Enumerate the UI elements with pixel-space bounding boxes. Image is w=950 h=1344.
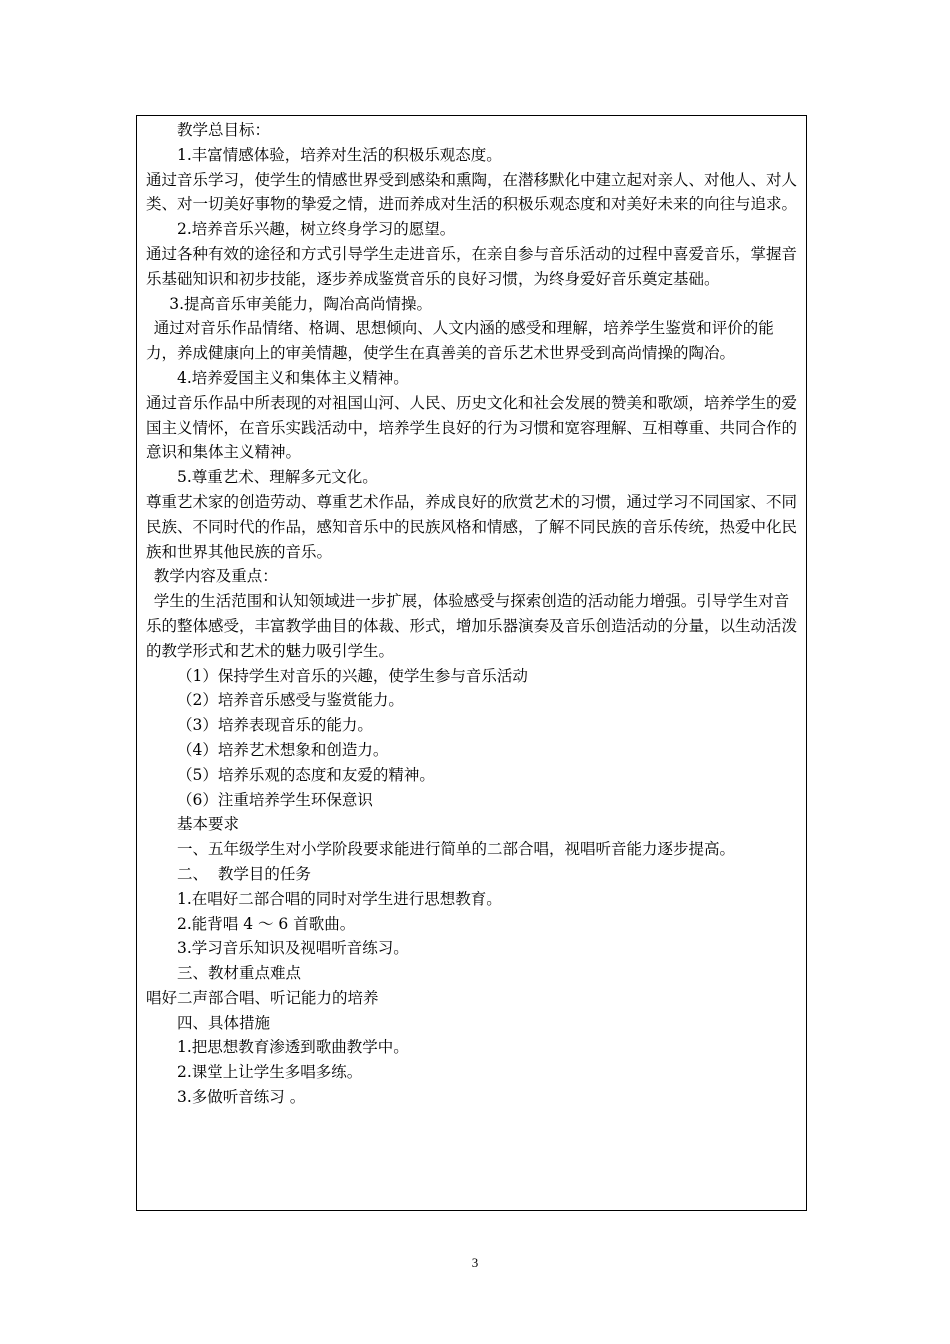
content-box (136, 115, 807, 1211)
goal-5-text: 尊重艺术家的创造劳动、尊重艺术作品，养成良好的欣赏艺术的习惯，通过学习不同国家、不同民族、不同时代的作品，感知音乐中的民族风格和情感，了解不同民族的音乐传统，热爱中化民族和世界其他民族的音乐。 (146, 492, 798, 561)
measure-item: 2.课堂上让学生多唱多练。 (177, 1063, 363, 1082)
measure-item: 1.把思想教育渗透到歌曲教学中。 (177, 1038, 409, 1057)
measure-item: 3.多做听音练习 。 (177, 1088, 306, 1107)
goal-1-title: 1.丰富情感体验，培养对生活的积极乐观态度。 (177, 145, 502, 164)
key-points-text: 唱好二声部合唱、听记能力的培养 (146, 988, 379, 1007)
list-item: （5）培养乐观的态度和友爱的精神。 (177, 765, 435, 784)
goal-3-text: 通过对音乐作品情绪、格调、思想倾向、人文内涵的感受和理解，培养学生鉴赏和评价的能力，养成健康向上的审美情趣，使学生在真善美的音乐艺术世界受到高尚情操的陶冶。 (146, 319, 774, 363)
goal-3-title: 3.提高音乐审美能力，陶冶高尚情操。 (169, 294, 433, 313)
heading-measures: 四、具体措施 (177, 1013, 271, 1032)
task-item: 1.在唱好二部合唱的同时对学生进行思想教育。 (177, 889, 502, 908)
list-item: （1）保持学生对音乐的兴趣，使学生参与音乐活动 (177, 666, 528, 685)
list-item: （3）培养表现音乐的能力。 (177, 716, 373, 735)
page-number: 3 (471, 1255, 479, 1270)
heading-tasks: 二、 教学目的任务 (177, 864, 311, 883)
heading-content: 教学内容及重点： (153, 567, 278, 586)
goal-4-title: 4.培养爱国主义和集体主义精神。 (177, 368, 409, 387)
task-item: 2.能背唱 4 ～ 6 首歌曲。 (177, 914, 356, 933)
list-item: （2）培养音乐感受与鉴赏能力。 (177, 691, 404, 710)
heading-requirements: 基本要求 (177, 815, 240, 834)
content-text: 学生的生活范围和认知领域进一步扩展，体验感受与探索创造的活动能力增强。引导学生对音乐的整体感受，丰富教学曲目的体裁、形式，增加乐器演奏及音乐创造活动的分量，以生动活泼的教学形式和艺术的魅力吸引学生。 (146, 592, 798, 660)
goal-2-title: 2.培养音乐兴趣，树立终身学习的愿望。 (177, 220, 456, 239)
heading-key-points: 三、教材重点难点 (177, 964, 302, 983)
requirement-1: 一、五年级学生对小学阶段要求能进行简单的二部合唱，视唱听音能力逐步提高。 (177, 840, 736, 859)
list-item: （6）注重培养学生环保意识 (177, 790, 373, 809)
goal-2-text: 通过各种有效的途径和方式引导学生走进音乐，在亲自参与音乐活动的过程中喜爱音乐，掌握音乐基础知识和初步技能，逐步养成鉴赏音乐的良好习惯，为终身爱好音乐奠定基础。 (146, 244, 798, 288)
goal-4-text: 通过音乐作品中所表现的对祖国山河、人民、历史文化和社会发展的赞美和歌颂，培养学生的爱国主义情怀，在音乐实践活动中，培养学生良好的行为习惯和宽容理解、互相尊重、共同合作的意识和集体主义精神。 (146, 393, 798, 462)
task-item: 3.学习音乐知识及视唱听音练习。 (177, 939, 409, 958)
goal-1-text: 通过音乐学习，使学生的情感世界受到感染和熏陶，在潜移默化中建立起对亲人、对他人、对人类、对一切美好事物的挚爱之情，进而养成对生活的积极乐观态度和对美好未来的向往与追求。 (146, 170, 798, 214)
goal-5-title: 5.尊重艺术、理解多元文化。 (177, 468, 378, 487)
list-item: （4）培养艺术想象和创造力。 (177, 740, 389, 759)
heading-goals: 教学总目标： (177, 121, 271, 139)
